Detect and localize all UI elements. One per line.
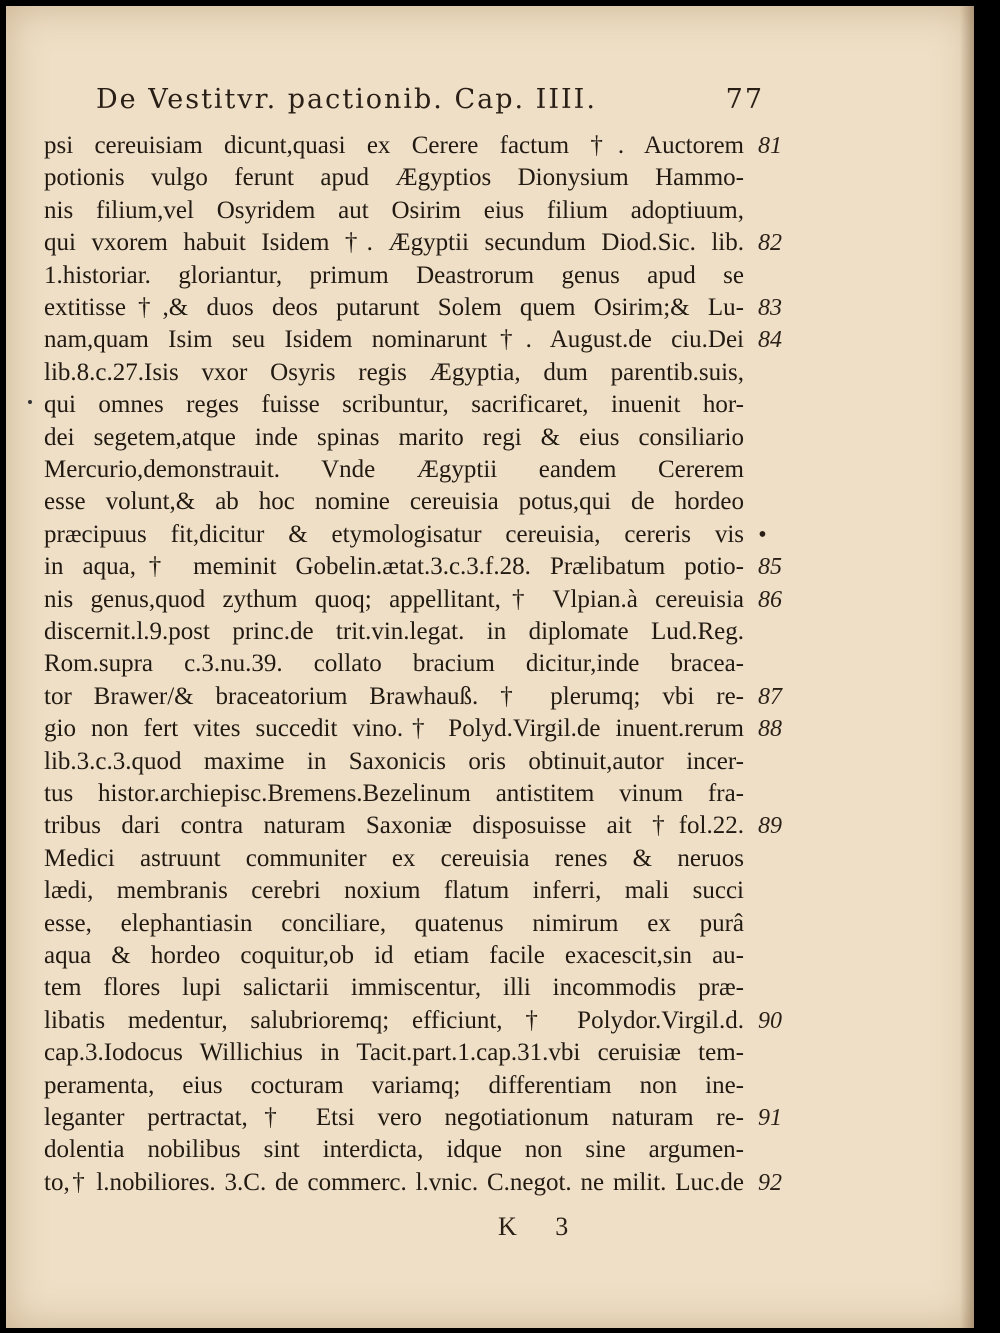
text-line: in aqua,† meminit Gobelin.ætat.3.c.3.f.28. Prælibatum potio- <box>44 553 744 581</box>
margin-note-number: 88 <box>758 716 782 743</box>
signature-mark: K 3 <box>498 1212 585 1241</box>
text-line: peramenta, eius cocturam variamq; differentiam non ine- <box>44 1071 744 1099</box>
text-line: lædi, membranis cerebri noxium flatum inferri, mali succi <box>44 877 744 905</box>
text-line: dei segetem,atque inde spinas marito regi & eius consiliario <box>44 423 744 451</box>
text-line: Mercurio,demonstrauit. Vnde Ægyptii eandem Cererem <box>44 456 744 483</box>
text-line: Rom.supra c.3.nu.39. collato bracium dicitur,inde bracea- <box>44 650 744 678</box>
text-line: cap.3.Iodocus Willichius in Tacit.part.1.cap.31.vbi ceruisiæ tem- <box>44 1039 744 1067</box>
text-line: potionis vulgo ferunt apud Ægyptios Dionysium Hammo- <box>44 164 744 192</box>
text-line: Medici astruunt communiter ex cereuisia renes & neruos <box>44 844 744 872</box>
margin-note-number: 89 <box>758 813 782 840</box>
margin-note-number: 90 <box>758 1007 782 1034</box>
margin-note-number: 86 <box>758 586 782 613</box>
margin-note-number: 84 <box>758 327 782 354</box>
text-line: lib.3.c.3.quod maxime in Saxonicis oris obtinuit,autor incer- <box>44 747 744 775</box>
text-line: gio non fert vites succedit vino.† Polyd.Virgil.de inuent.rerum <box>44 715 744 743</box>
text-line: tribus dari contra naturam Saxoniæ disposuisse ait †fol.22. <box>44 812 744 840</box>
text-line: tus histor.archiepisc.Bremens.Bezelinum antistitem vinum fra- <box>44 780 744 807</box>
text-line: aqua & hordeo coquitur,ob id etiam facile exacescit,sin au- <box>44 942 744 969</box>
text-line: discernit.l.9.post princ.de trit.vin.legat. in diplomate Lud.Reg. <box>44 618 744 645</box>
text-line: nis genus,quod zythum quoq; appellitant,† Vlpian.à cereuisia <box>44 585 744 613</box>
margin-note-number: 92 <box>758 1169 782 1196</box>
text-line: dolentia nobilibus sint interdicta, idque non sine argumen- <box>44 1136 744 1164</box>
text-line: tem flores lupi salictarii immiscentur, illi incommodis præ- <box>44 974 744 1002</box>
margin-note-number: 81 <box>758 133 782 159</box>
text-line: leganter pertractat,† Etsi vero negotiationum naturam re- <box>44 1104 744 1131</box>
book-page <box>6 6 974 1328</box>
margin-note-number: 85 <box>758 554 782 581</box>
text-line: nis filium,vel Osyridem aut Osirim eius filium adoptiuum, <box>44 196 744 224</box>
margin-note-number: 87 <box>758 683 782 710</box>
text-line: extitisse†,& duos deos putarunt Solem quem Osirim;& Lu- <box>44 294 744 321</box>
text-line: nam,quam Isim seu Isidem nominarunt†. August.de ciu.Dei <box>44 326 744 354</box>
text-line: tor Brawer/& braceatorium Brawhauß. † plerumq; vbi re- <box>44 682 744 710</box>
text-line: esse volunt,& ab hoc nomine cereuisia potus,qui de hordeo <box>44 488 744 516</box>
text-line: to,† l.nobiliores. 3.C. de commerc. l.vnic. C.negot. ne milit. Luc.de <box>44 1168 744 1196</box>
margin-note-number: • <box>758 521 767 548</box>
text-line: lib.8.c.27.Isis vxor Osyris regis Ægyptia, dum parentib.suis, <box>44 358 744 386</box>
text-line: psi cereuisiam dicunt,quasi ex Cerere factum †. Auctorem <box>44 132 744 159</box>
text-line: libatis medentur, salubrioremq; efficiunt, † Polydor.Virgil.d. <box>44 1006 744 1034</box>
text-line: qui vxorem habuit Isidem †. Ægyptii secundum Diod.Sic. lib. <box>44 229 744 257</box>
text-line: esse, elephantiasin conciliare, quatenus nimirum ex purâ <box>44 909 744 937</box>
page-number: 77 <box>725 84 764 115</box>
running-header <box>96 84 764 124</box>
text-line: præcipuus fit,dicitur & etymologisatur cereuisia, cereris vis <box>44 520 744 548</box>
header-title: De Vestitvr. pactionib. Cap. IIII. <box>96 84 597 115</box>
margin-note-number: 82 <box>758 230 782 257</box>
text-line: qui omnes reges fuisse scribuntur, sacrificaret, inuenit hor- <box>44 391 744 419</box>
text-line: 1.historiar. gloriantur, primum Deastrorum genus apud se <box>44 261 744 289</box>
margin-dot <box>28 400 32 404</box>
margin-note-number: 91 <box>758 1105 782 1131</box>
margin-note-number: 83 <box>758 295 782 321</box>
